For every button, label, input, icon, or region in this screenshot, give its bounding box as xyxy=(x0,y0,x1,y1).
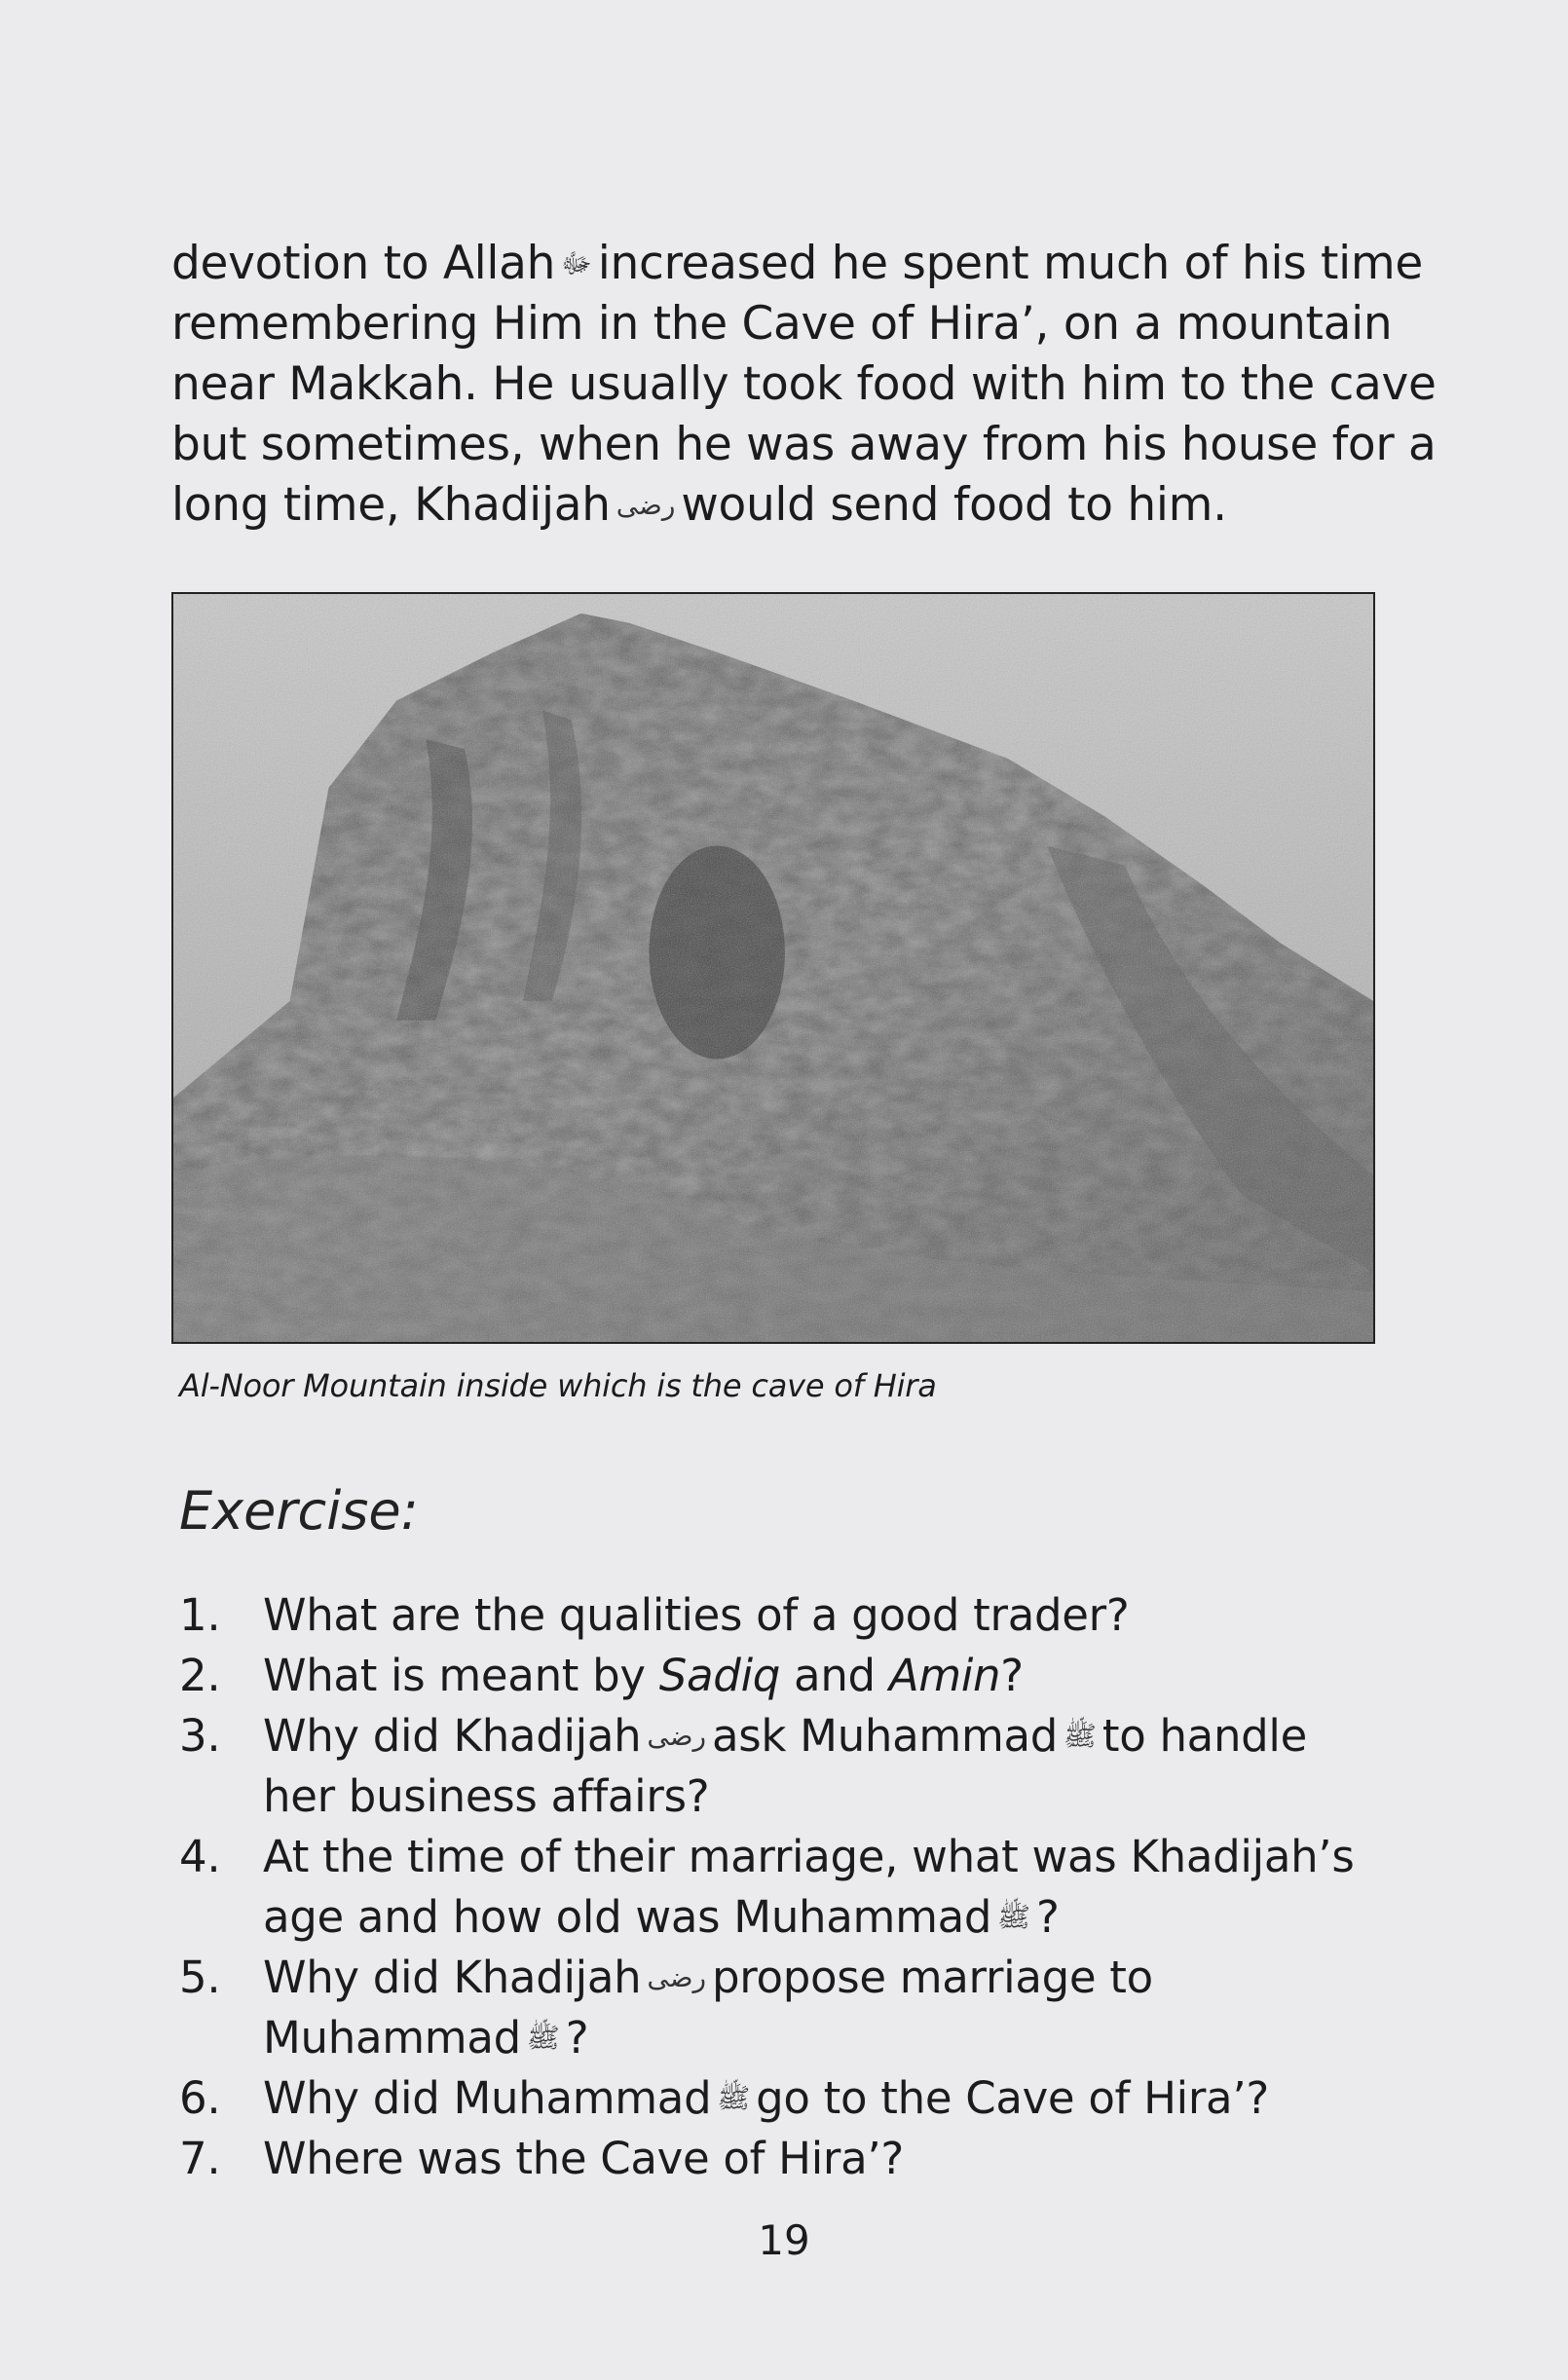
honorific-glyph-icon: ﷺ xyxy=(997,1901,1030,1933)
question-text: What are the qualities of a good trader? xyxy=(263,1589,1130,1641)
honorific-glyph-icon: ﷺ xyxy=(526,2022,560,2054)
mountain-photo xyxy=(171,592,1375,1344)
page-number: 19 xyxy=(758,2216,810,2264)
question-number: 3. xyxy=(179,1710,221,1762)
paragraph-line: near Makkah. He usually took food with him to the cave xyxy=(171,357,1437,411)
body-paragraph xyxy=(171,234,1437,536)
exercise-question xyxy=(179,2129,1377,2189)
question-text: Where was the Cave of Hira’? xyxy=(263,2133,904,2184)
term-amin: Amin xyxy=(888,1650,1001,1701)
exercise-list xyxy=(179,1585,1377,2189)
exercise-question: 3. Why did Khadijah رضى ask Muhammad ﷺ to handle her business affairs? xyxy=(179,1706,1377,1827)
honorific-glyph-icon: ﷺ xyxy=(1064,1720,1097,1752)
paragraph-line: but sometimes, when he was away from his house for a xyxy=(171,418,1437,471)
paragraph-line: remembering Him in the Cave of Hira’, on a mountain xyxy=(171,297,1393,351)
exercise-question: 5. Why did Khadijah رضى propose marriage to Muhammad ﷺ ? xyxy=(179,1948,1377,2068)
question-number: 4. xyxy=(179,1831,221,1882)
honorific-glyph-icon: ﷺ xyxy=(717,2082,751,2114)
question-number: 6. xyxy=(179,2072,221,2124)
exercise-question xyxy=(179,1585,1377,1646)
question-number: 1. xyxy=(179,1589,221,1641)
honorific-glyph-icon: رضى xyxy=(647,1961,706,1993)
question-number: 7. xyxy=(179,2133,221,2184)
paragraph-line: devotion to Allah ﷻ increased he spent much of his time xyxy=(171,234,1379,294)
mountain-photo-image xyxy=(173,594,1373,1342)
photo-caption: Al-Noor Mountain inside which is the cave of Hira xyxy=(179,1367,937,1404)
honorific-glyph-icon: ﷻ xyxy=(561,247,592,279)
exercise-heading: Exercise: xyxy=(179,1480,419,1542)
exercise-question: 2. What is meant by Sadiq and Amin? xyxy=(179,1646,1377,1706)
term-sadiq: Sadiq xyxy=(658,1650,781,1701)
honorific-glyph-icon: رضى xyxy=(647,1720,706,1752)
question-number: 2. xyxy=(179,1650,221,1701)
question-number: 5. xyxy=(179,1952,221,2003)
exercise-question: 6. Why did Muhammad ﷺ go to the Cave of Hira’? xyxy=(179,2068,1377,2129)
exercise-question: 4. At the time of their marriage, what was Khadijah’s age and how old was Muhammad ﷺ ? xyxy=(179,1827,1377,1948)
honorific-glyph-icon: رضى xyxy=(616,489,676,521)
paragraph-line: long time, Khadijah رضى would send food to him. xyxy=(171,475,1379,536)
